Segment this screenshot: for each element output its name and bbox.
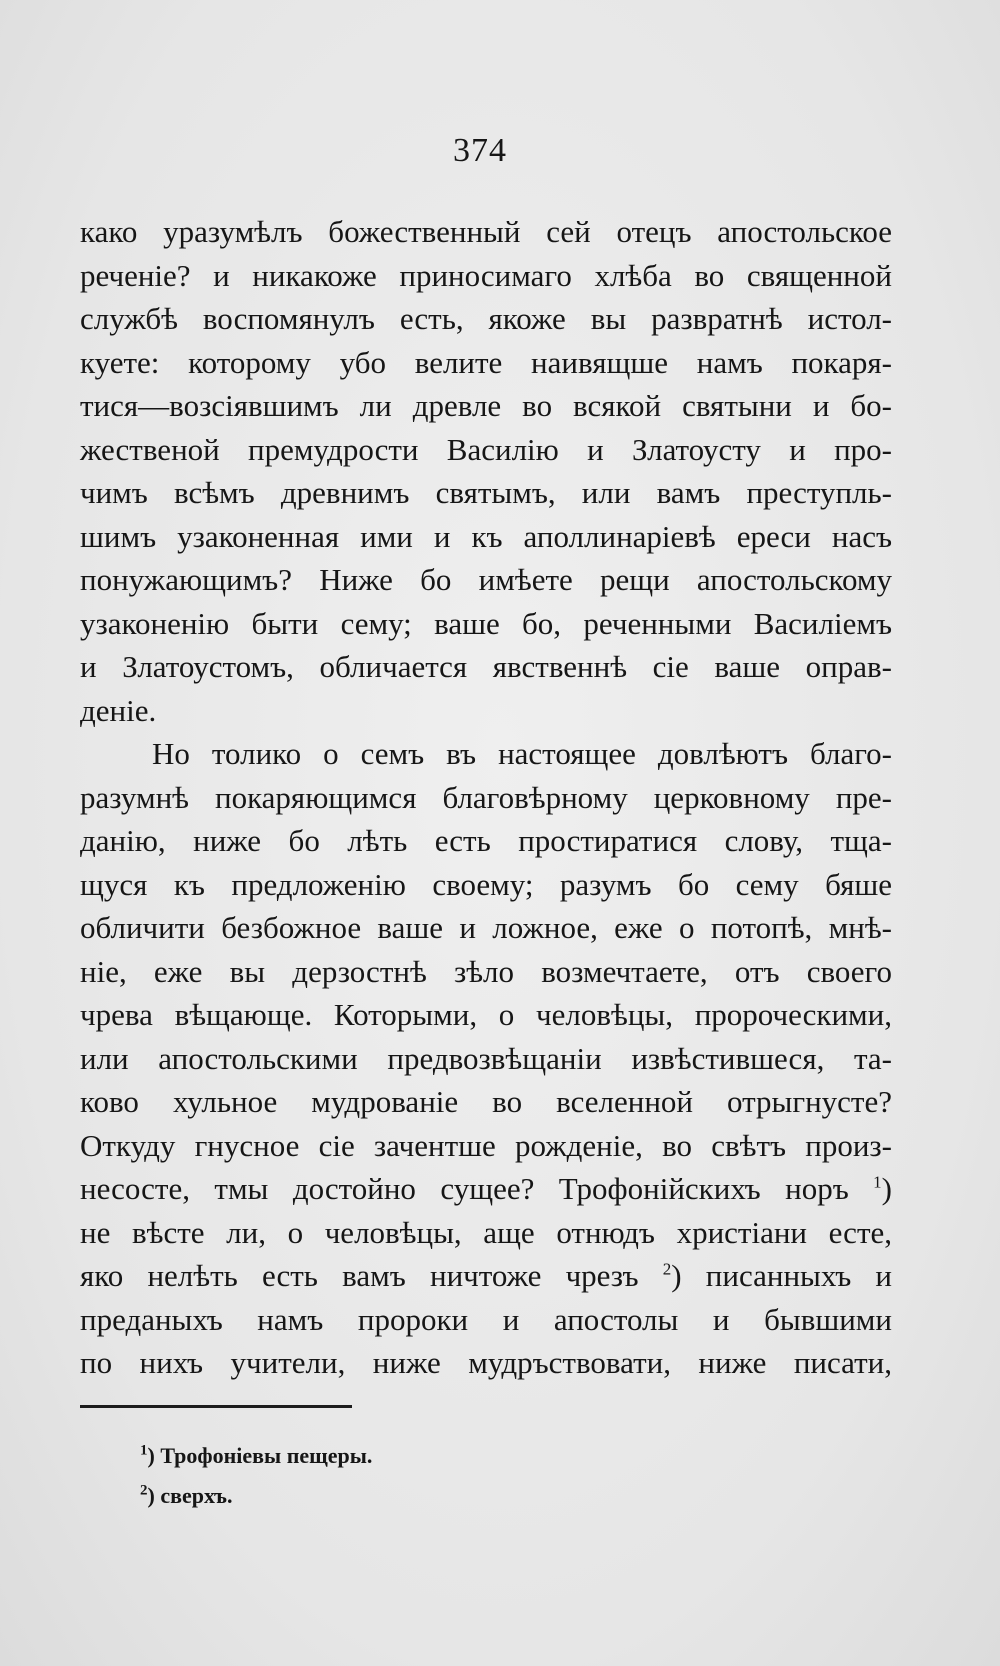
text-line: тися—возсіявшимъ ли древле во всякой святыни и бо-: [80, 388, 892, 423]
footnote-ref-2: 2: [662, 1259, 672, 1279]
text-line: чимъ всѣмъ древнимъ святымъ, или вамъ преступль-: [80, 475, 892, 510]
footnote-mark: 2: [140, 1482, 148, 1499]
text-line: узаконенію быти сему; ваше бо, реченными Василіемъ: [80, 605, 892, 641]
text-segment: ): [881, 1171, 892, 1206]
text-line: преданыхъ намъ пророки и апостолы и бывшими: [80, 1301, 892, 1337]
text-line: ково хульное мудрованіе во вселенной отрыгнусте?: [80, 1084, 892, 1119]
footnote-mark: 1: [140, 1442, 148, 1459]
footnote-text: ) сверхъ.: [147, 1483, 233, 1508]
text-line: службѣ воспомянулъ есть, якоже вы развратнѣ истол-: [80, 301, 892, 336]
text-line: деніе.: [80, 692, 157, 728]
text-line: ніе, еже вы дерзостнѣ зѣло возмечтаете, отъ своего: [80, 953, 892, 989]
text-segment: яко нелѣть есть вамъ ничтоже чрезъ: [80, 1258, 639, 1293]
footnote-divider: [80, 1405, 352, 1408]
text-line-with-note: [80, 1167, 892, 1211]
text-line: данію, ниже бо лѣть есть простиратися слову, тща-: [80, 823, 892, 858]
footnote-ref-1: 1: [873, 1172, 882, 1192]
text-line: чрева вѣщающе. Которыми, о человѣцы, пророческими,: [80, 997, 892, 1032]
text-line: Но толико о семъ въ настоящее довлѣютъ благо-: [152, 736, 892, 771]
text-line-with-note: [80, 1254, 892, 1298]
text-line: шимъ узаконенная ими и къ аполлинаріевѣ ереси насъ: [80, 518, 892, 554]
main-text: [80, 210, 892, 1385]
page-number: 374: [453, 132, 507, 169]
footnote-text: ) Трофоніевы пещеры.: [147, 1443, 373, 1468]
text-line: понужающимъ? Ниже бо имѣете рещи апостольскому: [80, 562, 892, 597]
text-line: щуся къ предложенію своему; разумъ бо сему бяше: [80, 866, 892, 902]
text-segment: несосте, тмы достойно сущее? Трофонійскихъ норъ: [80, 1171, 849, 1206]
text-line: обличити безбожное ваше и ложное, еже о потопѣ, мнѣ-: [80, 910, 892, 945]
text-segment: ) писанныхъ и: [671, 1258, 893, 1293]
text-line: и Златоустомъ, обличается явственнѣ сіе ваше оправ-: [80, 649, 892, 684]
text-line: Откуду гнусное сіе зачентше рожденіе, во свѣтъ произ-: [80, 1127, 892, 1163]
footnotes: [140, 1436, 840, 1516]
footnote-2: [140, 1476, 840, 1516]
text-line: или апостольскими предвозвѣщаніи извѣстившеся, та-: [80, 1040, 892, 1076]
text-line: не вѣсте ли, о человѣцы, аще отнюдъ христіани есте,: [80, 1214, 892, 1250]
footnote-1: [140, 1436, 840, 1476]
text-line: реченіе? и никакоже приносимаго хлѣба во священной: [80, 257, 892, 293]
text-line: разумнѣ покаряющимся благовѣрному церковному пре-: [80, 779, 892, 815]
text-line: по нихъ учители, ниже мудръствовати, ниже писати,: [80, 1345, 892, 1380]
text-line: куете: которому убо велите наивящше намъ покаря-: [80, 344, 892, 380]
text-line: жественой премудрости Василію и Златоусту и про-: [80, 431, 892, 467]
text-line: како уразумѣлъ божественный сей отецъ апостольское: [80, 214, 892, 249]
